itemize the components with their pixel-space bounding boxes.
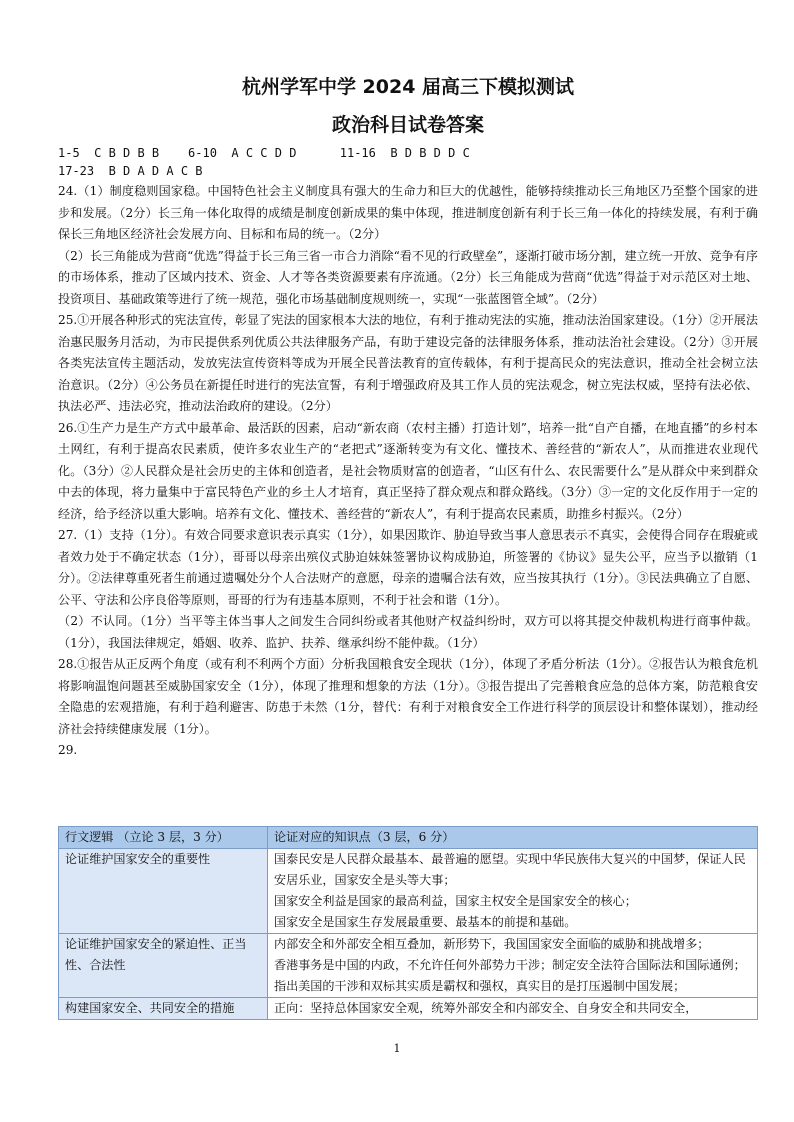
answer-q27-part1: 27.（1）支持（1分）。有效合同要求意识表示真实（1分），如果因欺诈、胁迫导致当事人意思表示不真实，会使得合同存在瑕疵或者效力处于不确定状态（1分），哥哥以母亲出殡仪式胁迫妹妹签署协议构成胁迫，所签署的《协议》显失公平，应当予以撤销（1分）。②法律尊重死者生前通过遗嘱处分个人合法财产的意愿，母亲的遗嘱合法有效，应当按其执行（1分）。③民法典确立了自愿、公平、守法和公序良俗等原则，哥哥的行为有违基本原则，不利于社会和谐（1分）。 xyxy=(58,528,758,607)
q29-answer-table xyxy=(58,826,758,1020)
knowledge-point: 香港事务是中国的内政，不允许任何外部势力干涉；制定安全法符合国际法和国际通例； xyxy=(274,958,746,972)
answer-q24-part1: 24.（1）制度稳则国家稳。中国特色社会主义制度具有强大的生命力和巨大的优越性，能够持续推动长三角地区乃至整个国家的进步和发展。（2分）长三角一体化取得的成绩是制度创新成果的集中体现，推进制度创新有利于长三角一体化的持续发展，有利于确保长三角地区经济社会发展方向、目标和布局的统一。（2分） xyxy=(58,184,758,241)
mc-answers-line-1: 1-5 C B D B B 6-10 A C C D D 11-16 B D B D D C xyxy=(58,146,470,160)
answer-q26: 26.①生产力是生产方式中最革命、最活跃的因素，启动“新农商（农村主播）打造计划”，培养一批“自产自播，在地直播”的乡村本土网红，有利于提高农民素质，使许多农业生产的“老把式”逐渐转变为有文化、懂技术、善经营的“新农人”，从而推进农业现代化。（3分）②人民群众是社会历史的主体和创造者，是社会物质财富的创造者，“山区有什么、农民需要什么”是从群众中来到群众中去的体现，将力量集中于富民特色产业的乡土人才培育，真正坚持了群众观点和群众路线。（3分）③一定的文化反作用于一定的经济，给予经济以重大影响。培养有文化、懂技术、善经营的“新农人”，有利于提高农民素质，助推乡村振兴。（2分） xyxy=(58,420,758,521)
answer-q27-part2: （2）不认同。（1分）当平等主体当事人之间发生合同纠纷或者其他财产权益纠纷时，双方可以将其提交仲裁机构进行商事仲裁。（1分），我国法律规定，婚姻、收养、监护、扶养、继承纠纷不能仲裁。（1分） xyxy=(58,614,758,650)
table-header-row xyxy=(59,827,758,849)
table-cell-logic: 论证维护国家安全的紧迫性、正当性、合法性 xyxy=(59,934,268,998)
answer-q24-part2: （2）长三角能成为营商“优选”得益于长三角三省一市合力消除“看不见的行政壁垒”，逐渐打破市场分割，建立统一开放、竞争有序的市场体系，推动了区域内技术、资金、人才等各类资源要素有序流通。（2分）长三角能成为营商“优选”得益于对示范区对土地、投资项目、基础政策等进行了统一规范，强化市场基础制度规则统一，实现“一张蓝图管全域”。（2分） xyxy=(58,248,758,306)
answer-q28: 28.①报告从正反两个角度（或有利不利两个方面）分析我国粮食安全现状（1分），体现了矛盾分析法（1分）。②报告认为粮食危机将影响温饱问题甚至威胁国家安全（1分），体现了推理和想象的方法（1分）。③报告提出了完善粮食应急的总体方案，防范粮食安全隐患的宏观措施，有利于趋利避害、防患于未然（1分，替代：有利于对粮食安全工作进行科学的顶层设计和整体谋划），推动经济社会持续健康发展（1分）。 xyxy=(58,657,758,736)
table-cell-points xyxy=(268,934,758,998)
knowledge-point: 指出美国的干涉和双标其实质是霸权和强权，真实目的是打压遏制中国发展； xyxy=(274,979,686,993)
answer-q25: 25.①开展各种形式的宪法宣传，彰显了宪法的国家根本大法的地位，有利于推动宪法的实施，推动法治国家建设。（1分）②开展法治惠民服务月活动，为市民提供系列优质公共法律服务产品，有助于建设完备的法律服务体系，推动法治社会建设。（2分）③开展各类宪法宣传主题活动，发放宪法宣传资料等成为开展全民普法教育的宣传载体，有利于提高民众的宪法意识，推动全社会树立法治意识。（2分）④公务员在新提任时进行的宪法宣誓，有利于增强政府及其工作人员的宪法观念，树立宪法权威，坚持有法必依、执法必严、违法必究，推动法治政府的建设。（2分） xyxy=(58,313,758,413)
page-number: 1 xyxy=(393,1042,401,1055)
mc-answers-line-2: 17-23 B D A D A C B xyxy=(58,164,203,178)
table-row xyxy=(59,934,758,998)
table-cell-points xyxy=(268,849,758,934)
knowledge-point: 国家安全利益是国家的最高利益，国家主权安全是国家安全的核心； xyxy=(274,894,637,908)
knowledge-point: 正向：坚持总体国家安全观，统筹外部安全和内部安全、自身安全和共同安全， xyxy=(274,1001,698,1015)
knowledge-point: 国家安全是国家生存发展最重要、最基本的前提和基础。 xyxy=(274,915,577,929)
table-header-logic: 行文逻辑 （立论 3 层，3 分） xyxy=(59,827,268,849)
document-title: 杭州学军中学 2024 届高三下模拟测试 xyxy=(241,76,575,98)
table-cell-logic: 构建国家安全、共同安全的措施 xyxy=(59,998,268,1020)
knowledge-point: 内部安全和外部安全相互叠加，新形势下，我国国家安全面临的威胁和挑战增多； xyxy=(274,937,710,951)
table-cell-points xyxy=(268,998,758,1020)
answer-body xyxy=(58,181,758,762)
knowledge-point: 国泰民安是人民群众最基本、最普遍的愿望。实现中华民族伟大复兴的中国梦，保证人民安居乐业，国家安全是头等大事； xyxy=(274,852,746,887)
answer-q29-label: 29. xyxy=(58,743,78,757)
document-subtitle: 政治科目试卷答案 xyxy=(331,114,484,136)
table-row xyxy=(59,849,758,934)
table-row xyxy=(59,998,758,1020)
table-cell-logic: 论证维护国家安全的重要性 xyxy=(59,849,268,934)
table-header-points: 论证对应的知识点（3 层，6 分） xyxy=(268,827,758,849)
